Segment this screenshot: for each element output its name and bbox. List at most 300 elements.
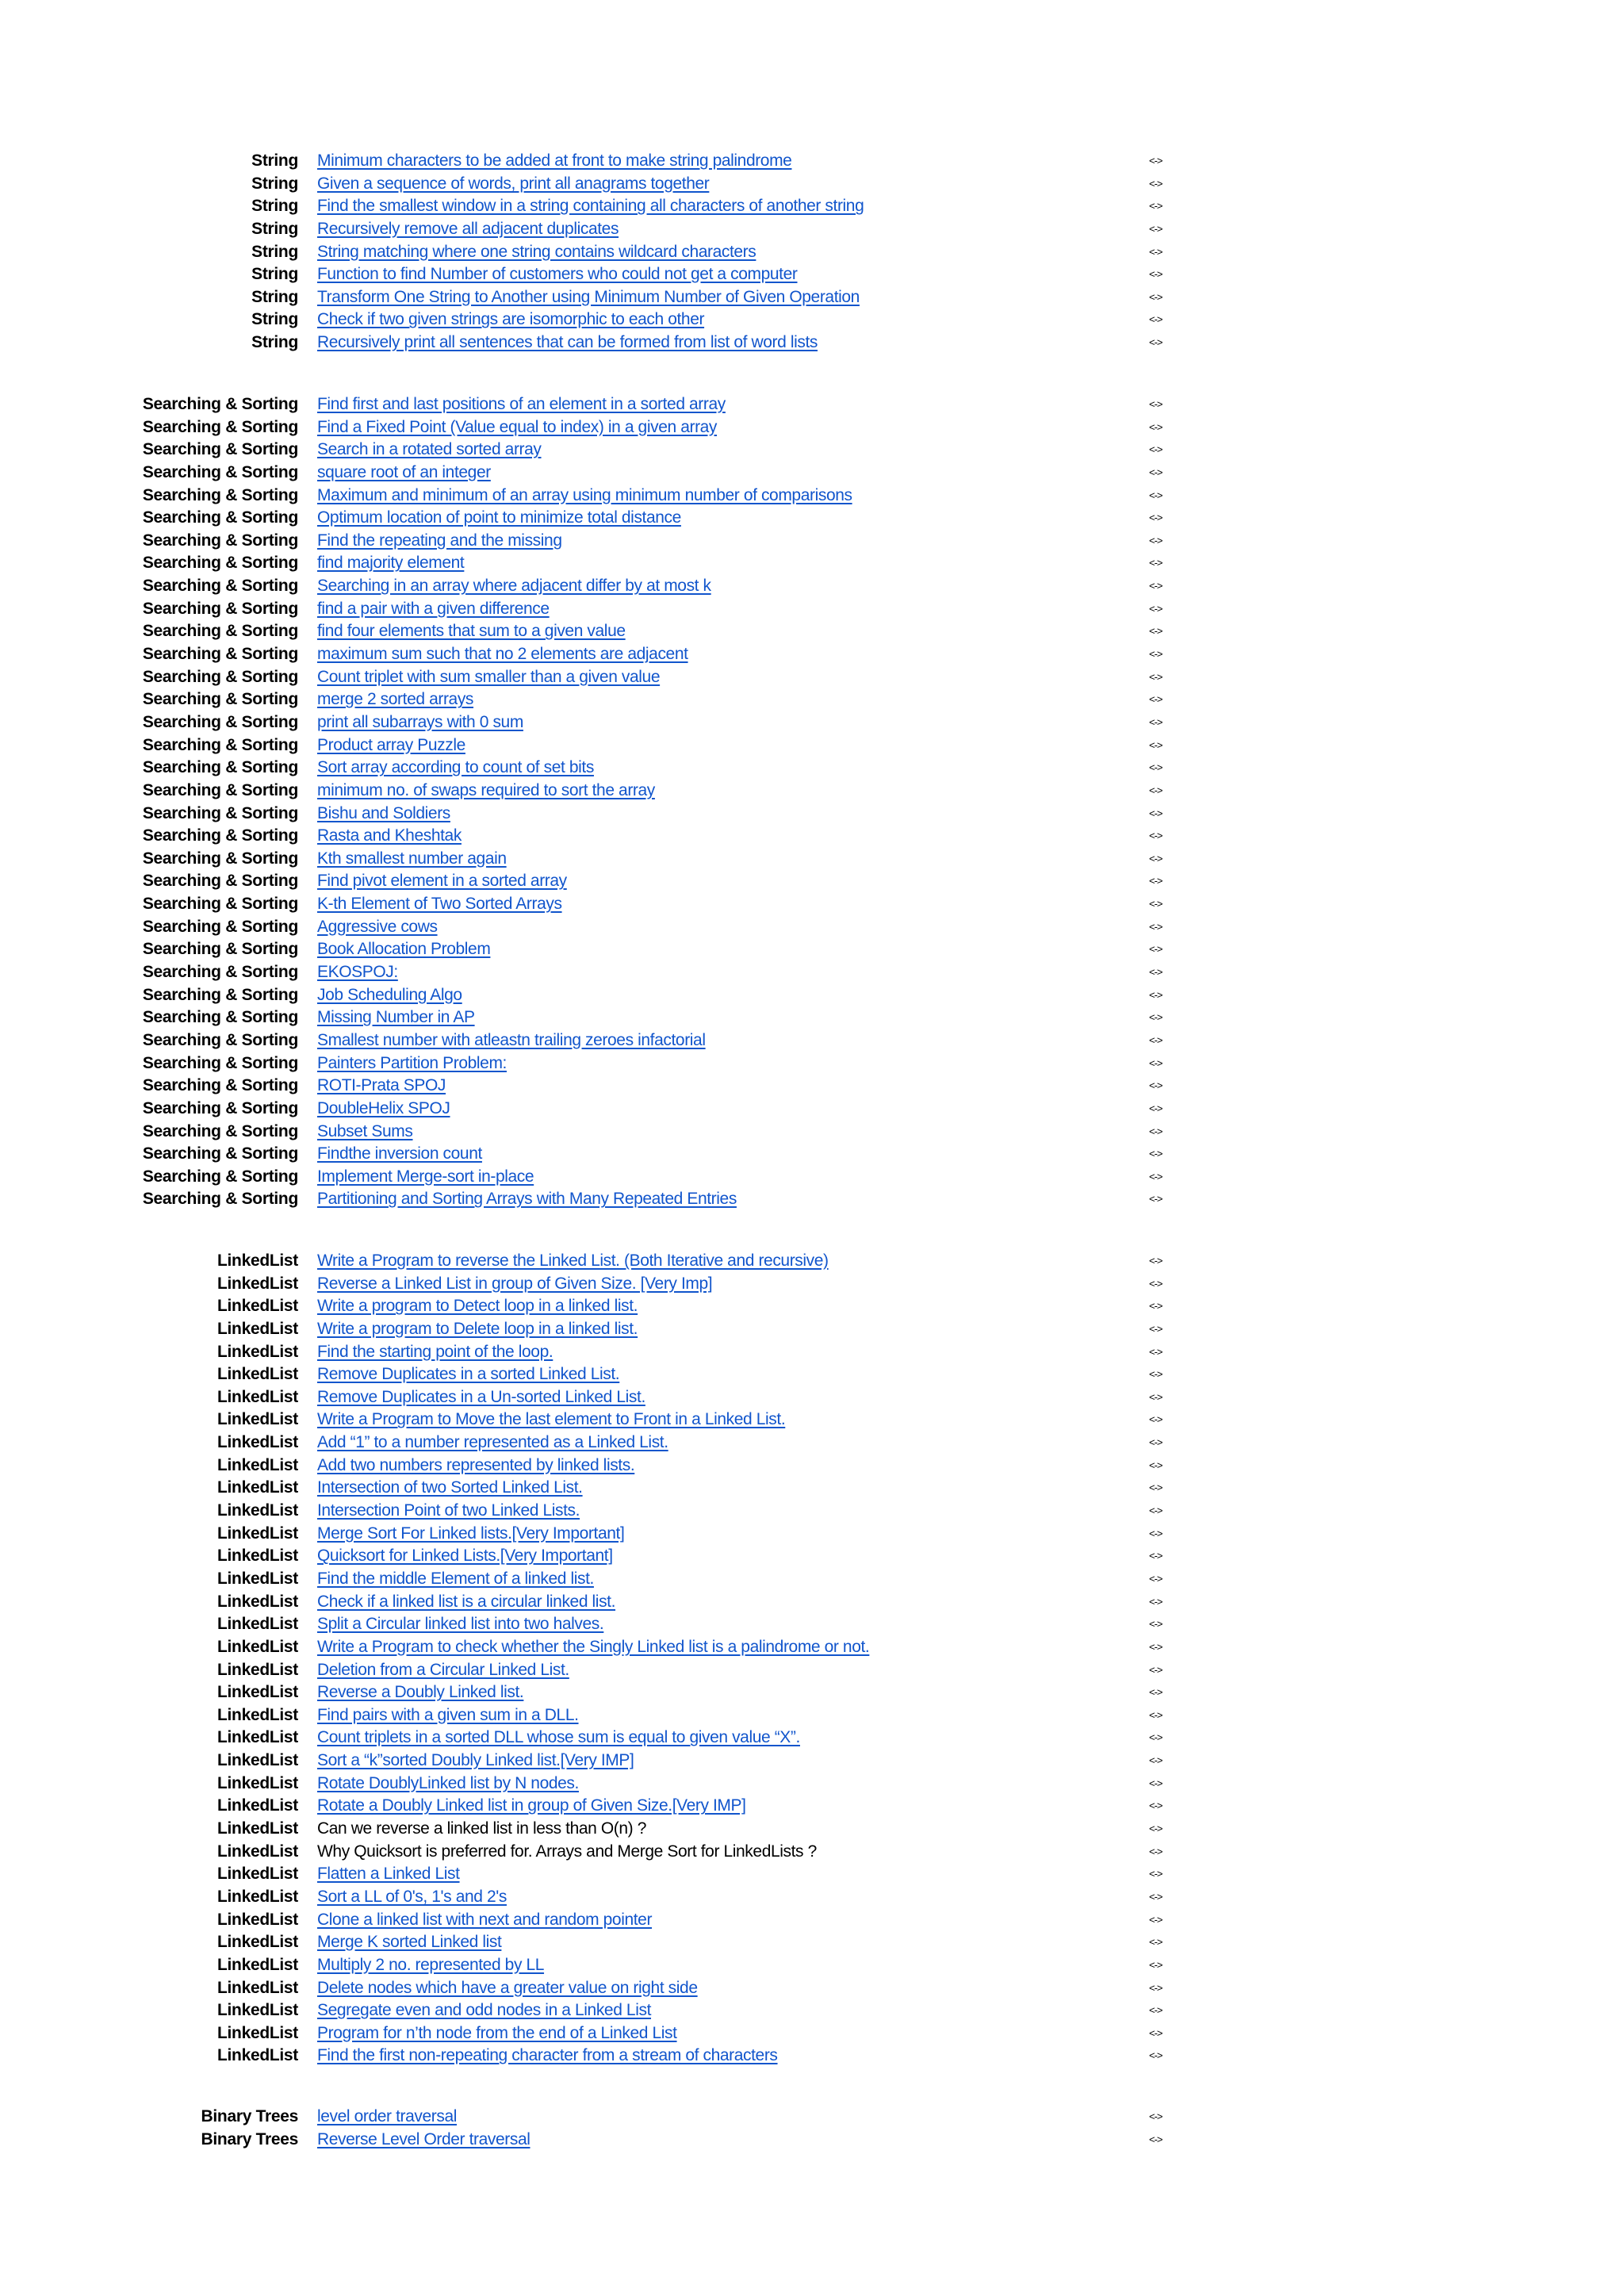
category-cell: LinkedList: [216, 1274, 298, 1293]
category-cell: Searching & Sorting: [142, 1121, 298, 1140]
marker-cell: <->: [1149, 1413, 1162, 1426]
table-row: [0, 1075, 1624, 1098]
category-cell: String: [251, 197, 298, 216]
table-row: [0, 2022, 1624, 2045]
table-row: [0, 1029, 1624, 1052]
category-cell: Searching & Sorting: [142, 531, 298, 550]
table-row: [0, 173, 1624, 196]
problem-link[interactable]: Given a sequence of words, print all anagrams together: [317, 174, 710, 193]
marker-cell: <->: [1149, 398, 1162, 410]
problem-link[interactable]: Split a Circular linked list into two halves.: [317, 1615, 604, 1634]
category-cell: String: [251, 265, 298, 284]
category-cell: Searching & Sorting: [142, 1190, 298, 1209]
marker-cell: <->: [1149, 1800, 1162, 1812]
table-row: [0, 1999, 1624, 2022]
table-row: [0, 870, 1624, 893]
problem-link[interactable]: Bishu and Soldiers: [317, 803, 450, 822]
problem-link[interactable]: Recursively remove all adjacent duplicates: [317, 219, 619, 238]
category-cell: LinkedList: [216, 1365, 298, 1384]
table-row: [0, 825, 1624, 848]
problem-link[interactable]: Find the repeating and the missing: [317, 531, 562, 550]
category-cell: Searching & Sorting: [142, 917, 298, 936]
marker-cell: <->: [1149, 1056, 1162, 1069]
table-row: [0, 1500, 1624, 1523]
problem-link[interactable]: print all subarrays with 0 sum: [317, 712, 523, 731]
marker-cell: <->: [1149, 693, 1162, 706]
problem-link[interactable]: Merge Sort For Linked lists.[Very Important]: [317, 1524, 625, 1543]
table-row: [0, 241, 1624, 264]
section-binary-trees: [0, 2106, 1624, 2151]
category-cell: Searching & Sorting: [142, 1008, 298, 1027]
category-cell: LinkedList: [216, 1887, 298, 1906]
category-cell: LinkedList: [216, 1705, 298, 1724]
problem-link[interactable]: Reverse Level Order traversal: [317, 2129, 530, 2148]
marker-cell: <->: [1149, 1079, 1162, 1092]
table-row: [0, 1931, 1624, 1954]
problem-link[interactable]: Rasta and Kheshtak: [317, 826, 462, 845]
marker-cell: <->: [1149, 177, 1162, 190]
marker-cell: <->: [1149, 1936, 1162, 1949]
marker-cell: <->: [1149, 1011, 1162, 1024]
table-row: [0, 1363, 1624, 1386]
marker-cell: <->: [1149, 1033, 1162, 1046]
category-cell: Searching & Sorting: [142, 667, 298, 686]
problem-link[interactable]: Multiply 2 no. represented by LL: [317, 1955, 545, 1974]
problem-link[interactable]: Add two numbers represented by linked lists.: [317, 1455, 635, 1474]
table-row: [0, 961, 1624, 984]
category-cell: LinkedList: [216, 1319, 298, 1338]
category-cell: LinkedList: [216, 1819, 298, 1838]
marker-cell: <->: [1149, 245, 1162, 258]
table-row: [0, 1773, 1624, 1796]
category-cell: LinkedList: [216, 1433, 298, 1452]
problem-link[interactable]: Intersection Point of two Linked Lists.: [317, 1501, 580, 1520]
problem-link[interactable]: Program for n’th node from the end of a Linked List: [317, 2023, 677, 2042]
table-row: [0, 416, 1624, 439]
category-cell: Searching & Sorting: [142, 622, 298, 641]
table-row: [0, 575, 1624, 598]
marker-cell: <->: [1149, 466, 1162, 478]
category-cell: LinkedList: [216, 1455, 298, 1474]
problem-link[interactable]: Find a Fixed Point (Value equal to index) in a given array: [317, 417, 718, 436]
section-searching-sorting: [0, 393, 1624, 1211]
marker-cell: <->: [1149, 489, 1162, 501]
marker-cell: <->: [1149, 670, 1162, 683]
table-row: [0, 1886, 1624, 1909]
category-cell: Searching & Sorting: [142, 645, 298, 664]
problem-link[interactable]: Implement Merge-sort in-place: [317, 1167, 534, 1186]
problem-link[interactable]: Intersection of two Sorted Linked List.: [317, 1478, 583, 1497]
category-cell: LinkedList: [216, 1978, 298, 1997]
table-row: [0, 1841, 1624, 1864]
category-cell: LinkedList: [216, 1501, 298, 1520]
category-cell: LinkedList: [216, 1683, 298, 1702]
marker-cell: <->: [1149, 1504, 1162, 1517]
category-cell: Binary Trees: [201, 2107, 298, 2125]
marker-cell: <->: [1149, 1102, 1162, 1114]
table-row: [0, 218, 1624, 241]
table-row: [0, 1386, 1624, 1409]
marker-cell: <->: [1149, 1125, 1162, 1137]
problem-link[interactable]: Optimum location of point to minimize total distance: [317, 508, 681, 527]
table-row: [0, 1909, 1624, 1932]
table-row: [0, 1295, 1624, 1318]
problem-link[interactable]: Count triplet with sum smaller than a given value: [317, 667, 661, 686]
table-row: [0, 439, 1624, 462]
marker-cell: <->: [1149, 1277, 1162, 1290]
table-row: [0, 620, 1624, 643]
problem-link[interactable]: Painters Partition Problem:: [317, 1053, 507, 1072]
category-cell: Searching & Sorting: [142, 940, 298, 959]
table-row: [0, 1052, 1624, 1075]
table-row: [0, 2045, 1624, 2068]
category-cell: Searching & Sorting: [142, 963, 298, 982]
table-row: [0, 485, 1624, 508]
problem-link[interactable]: DoubleHelix SPOJ: [317, 1098, 450, 1117]
table-row: [0, 780, 1624, 803]
problem-link[interactable]: Searching in an array where adjacent differ by at most k: [317, 577, 711, 596]
table-row: [0, 1613, 1624, 1636]
category-cell: LinkedList: [216, 2046, 298, 2065]
table-row: [0, 1591, 1624, 1614]
problem-link[interactable]: Find the starting point of the loop.: [317, 1342, 553, 1361]
marker-cell: <->: [1149, 1754, 1162, 1767]
marker-cell: <->: [1149, 966, 1162, 979]
table-row: [0, 598, 1624, 621]
table-row: [0, 462, 1624, 485]
category-cell: Searching & Sorting: [142, 758, 298, 777]
problem-link[interactable]: Merge K sorted Linked list: [317, 1933, 502, 1952]
table-row: [0, 1568, 1624, 1591]
table-row: [0, 1727, 1624, 1750]
table-row: [0, 263, 1624, 286]
category-cell: LinkedList: [216, 1387, 298, 1406]
problem-link[interactable]: maximum sum such that no 2 elements are adjacent: [317, 645, 688, 664]
marker-cell: <->: [1149, 313, 1162, 326]
problem-link[interactable]: Book Allocation Problem: [317, 940, 491, 959]
category-cell: Searching & Sorting: [142, 1053, 298, 1072]
table-row: [0, 893, 1624, 916]
problem-text: Can we reverse a linked list in less than O(n) ?: [317, 1819, 646, 1838]
category-cell: LinkedList: [216, 1592, 298, 1611]
category-cell: String: [251, 174, 298, 193]
marker-cell: <->: [1149, 1708, 1162, 1721]
table-row: [0, 688, 1624, 711]
table-row: [0, 1795, 1624, 1818]
problem-link[interactable]: Segregate even and odd nodes in a Linked List: [317, 2001, 652, 2020]
problem-link[interactable]: Write a Program to check whether the Singly Linked list is a palindrome or not.: [317, 1637, 870, 1656]
problem-link[interactable]: Remove Duplicates in a sorted Linked List.: [317, 1365, 620, 1384]
marker-cell: <->: [1149, 1958, 1162, 1971]
marker-cell: <->: [1149, 807, 1162, 819]
problem-link[interactable]: Job Scheduling Algo: [317, 985, 462, 1004]
marker-cell: <->: [1149, 443, 1162, 456]
problem-link[interactable]: Missing Number in AP: [317, 1008, 475, 1027]
table-row: [0, 757, 1624, 780]
problem-link[interactable]: Remove Duplicates in a Un-sorted Linked List.: [317, 1387, 645, 1406]
table-row: [0, 1977, 1624, 2000]
category-cell: Searching & Sorting: [142, 554, 298, 573]
table-row: [0, 286, 1624, 309]
table-row: [0, 1818, 1624, 1841]
table-row: [0, 1863, 1624, 1886]
table-row: [0, 711, 1624, 734]
problem-link[interactable]: find majority element: [317, 554, 465, 573]
section-linkedlist: [0, 1250, 1624, 2068]
marker-cell: <->: [1149, 336, 1162, 349]
table-row: [0, 734, 1624, 757]
problem-link[interactable]: Clone a linked list with next and random pointer: [317, 1910, 653, 1929]
marker-cell: <->: [1149, 1193, 1162, 1205]
problem-link[interactable]: Sort a LL of 0's, 1's and 2's: [317, 1887, 507, 1906]
marker-cell: <->: [1149, 852, 1162, 864]
problem-link[interactable]: Write a Program to Move the last element to Front in a Linked List.: [317, 1410, 786, 1429]
problem-link[interactable]: Kth smallest number again: [317, 849, 507, 868]
table-row: [0, 1659, 1624, 1682]
problem-link[interactable]: Find pivot element in a sorted array: [317, 872, 567, 891]
category-cell: Searching & Sorting: [142, 735, 298, 754]
table-row: [0, 150, 1624, 173]
problem-link[interactable]: Quicksort for Linked Lists.[Very Important]: [317, 1547, 613, 1566]
table-row: [0, 643, 1624, 666]
category-cell: Searching & Sorting: [142, 440, 298, 459]
problem-link[interactable]: minimum no. of swaps required to sort the array: [317, 780, 655, 799]
problem-link[interactable]: Sort array according to count of set bits: [317, 758, 594, 777]
category-cell: LinkedList: [216, 1773, 298, 1792]
problem-link[interactable]: find a pair with a given difference: [317, 599, 550, 618]
category-cell: LinkedList: [216, 1637, 298, 1656]
category-cell: String: [251, 310, 298, 329]
table-row: [0, 1318, 1624, 1341]
category-cell: LinkedList: [216, 1524, 298, 1543]
problem-link[interactable]: Find the first non-repeating character from a stream of characters: [317, 2046, 778, 2065]
marker-cell: <->: [1149, 648, 1162, 661]
problem-link[interactable]: find four elements that sum to a given value: [317, 622, 626, 641]
category-cell: Searching & Sorting: [142, 577, 298, 596]
category-cell: Searching & Sorting: [142, 712, 298, 731]
problem-link[interactable]: Write a program to Detect loop in a linked list.: [317, 1297, 638, 1316]
category-cell: Searching & Sorting: [142, 1167, 298, 1186]
marker-cell: <->: [1149, 1458, 1162, 1471]
problem-link[interactable]: Flatten a Linked List: [317, 1865, 460, 1884]
category-cell: Searching & Sorting: [142, 599, 298, 618]
problem-link[interactable]: String matching where one string contains wildcard characters: [317, 242, 756, 261]
table-row: [0, 1523, 1624, 1546]
marker-cell: <->: [1149, 1368, 1162, 1381]
marker-cell: <->: [1149, 1322, 1162, 1335]
problem-text: Why Quicksort is preferred for. Arrays and Merge Sort for LinkedLists ?: [317, 1842, 817, 1861]
problem-link[interactable]: Deletion from a Circular Linked List.: [317, 1660, 569, 1679]
category-cell: LinkedList: [216, 1910, 298, 1929]
problem-link[interactable]: square root of an integer: [317, 462, 491, 481]
marker-cell: <->: [1149, 580, 1162, 592]
problem-link[interactable]: Minimum characters to be added at front to make string palindrome: [317, 151, 792, 170]
problem-link[interactable]: Find the smallest window in a string containing all characters of another string: [317, 197, 864, 216]
problem-link[interactable]: ROTI-Prata SPOJ: [317, 1076, 446, 1095]
category-cell: Searching & Sorting: [142, 417, 298, 436]
table-row: [0, 1273, 1624, 1296]
problem-link[interactable]: Search in a rotated sorted array: [317, 440, 542, 459]
marker-cell: <->: [1149, 1300, 1162, 1313]
marker-cell: <->: [1149, 602, 1162, 615]
table-row: [0, 1954, 1624, 1977]
category-cell: LinkedList: [216, 1251, 298, 1270]
problem-link[interactable]: Check if a linked list is a circular linked list.: [317, 1592, 616, 1611]
problem-link[interactable]: Write a Program to reverse the Linked List. (Both Iterative and recursive): [317, 1251, 829, 1270]
problem-link[interactable]: Recursively print all sentences that can be formed from list of word lists: [317, 333, 818, 352]
category-cell: Searching & Sorting: [142, 1098, 298, 1117]
category-cell: Searching & Sorting: [142, 803, 298, 822]
marker-cell: <->: [1149, 1981, 1162, 1994]
problem-link[interactable]: Count triplets in a sorted DLL whose sum is equal to given value “X”.: [317, 1728, 800, 1747]
table-row: [0, 1455, 1624, 1478]
problem-link[interactable]: merge 2 sorted arrays: [317, 690, 474, 709]
problem-link[interactable]: EKOSPOJ:: [317, 963, 398, 982]
marker-cell: <->: [1149, 784, 1162, 796]
problem-link[interactable]: Add “1” to a number represented as a Linked List.: [317, 1433, 668, 1452]
problem-link[interactable]: K-th Element of Two Sorted Arrays: [317, 895, 562, 914]
category-cell: Searching & Sorting: [142, 895, 298, 914]
marker-cell: <->: [1149, 1868, 1162, 1880]
category-cell: LinkedList: [216, 1615, 298, 1634]
marker-cell: <->: [1149, 2026, 1162, 2039]
category-cell: LinkedList: [216, 2023, 298, 2042]
marker-cell: <->: [1149, 830, 1162, 842]
category-cell: LinkedList: [216, 1796, 298, 1815]
category-cell: Searching & Sorting: [142, 462, 298, 481]
category-cell: Binary Trees: [201, 2129, 298, 2148]
problem-link[interactable]: Product array Puzzle: [317, 735, 465, 754]
marker-cell: <->: [1149, 534, 1162, 546]
marker-cell: <->: [1149, 1390, 1162, 1403]
marker-cell: <->: [1149, 268, 1162, 281]
category-cell: Searching & Sorting: [142, 395, 298, 413]
table-row: [0, 938, 1624, 961]
category-cell: LinkedList: [216, 2001, 298, 2020]
category-cell: LinkedList: [216, 1478, 298, 1497]
marker-cell: <->: [1149, 1731, 1162, 1744]
marker-cell: <->: [1149, 1481, 1162, 1494]
category-cell: String: [251, 219, 298, 238]
category-cell: Searching & Sorting: [142, 1144, 298, 1163]
table-row: [0, 530, 1624, 553]
category-cell: LinkedList: [216, 1660, 298, 1679]
problem-link[interactable]: Find the middle Element of a linked list.: [317, 1569, 594, 1588]
category-cell: String: [251, 287, 298, 306]
marker-cell: <->: [1149, 1170, 1162, 1182]
table-row: [0, 1341, 1624, 1364]
marker-cell: <->: [1149, 512, 1162, 524]
marker-cell: <->: [1149, 200, 1162, 213]
problem-link[interactable]: Sort a “k”sorted Doubly Linked list.[Very IMP]: [317, 1751, 634, 1770]
marker-cell: <->: [1149, 875, 1162, 887]
problem-link[interactable]: Find pairs with a given sum in a DLL.: [317, 1705, 579, 1724]
table-row: [0, 666, 1624, 689]
table-row: [0, 848, 1624, 871]
marker-cell: <->: [1149, 1823, 1162, 1835]
problem-link[interactable]: Subset Sums: [317, 1121, 413, 1140]
marker-cell: <->: [1149, 1913, 1162, 1926]
marker-cell: <->: [1149, 920, 1162, 933]
section-string: [0, 150, 1624, 355]
marker-cell: <->: [1149, 1640, 1162, 1653]
problem-link[interactable]: Maximum and minimum of an array using minimum number of comparisons: [317, 485, 852, 504]
category-cell: LinkedList: [216, 1842, 298, 1861]
problem-link[interactable]: Write a program to Delete loop in a linked list.: [317, 1319, 638, 1338]
problem-link[interactable]: Rotate a Doubly Linked list in group of Given Size.[Very IMP]: [317, 1796, 746, 1815]
table-row: [0, 1704, 1624, 1727]
category-cell: LinkedList: [216, 1297, 298, 1316]
marker-cell: <->: [1149, 1550, 1162, 1562]
category-cell: Searching & Sorting: [142, 872, 298, 891]
marker-cell: <->: [1149, 2133, 1162, 2145]
marker-cell: <->: [1149, 2049, 1162, 2062]
problem-link[interactable]: Aggressive cows: [317, 917, 438, 936]
problem-link[interactable]: Check if two given strings are isomorphic to each other: [317, 310, 705, 329]
table-row: [0, 1750, 1624, 1773]
table-row: [0, 507, 1624, 530]
marker-cell: <->: [1149, 290, 1162, 303]
marker-cell: <->: [1149, 1845, 1162, 1857]
table-row: [0, 1006, 1624, 1029]
problem-link[interactable]: Function to find Number of customers who could not get a computer: [317, 265, 798, 284]
problem-link[interactable]: Transform One String to Another using Minimum Number of Given Operation: [317, 287, 860, 306]
marker-cell: <->: [1149, 738, 1162, 751]
problem-link[interactable]: Reverse a Linked List in group of Given Size. [Very Imp]: [317, 1274, 713, 1293]
problem-link[interactable]: Smallest number with atleastn trailing zeroes infactorial: [317, 1030, 706, 1049]
category-cell: Searching & Sorting: [142, 690, 298, 709]
marker-cell: <->: [1149, 1255, 1162, 1267]
table-row: [0, 1098, 1624, 1121]
table-row: [0, 332, 1624, 355]
marker-cell: <->: [1149, 420, 1162, 433]
category-cell: LinkedList: [216, 1342, 298, 1361]
category-cell: Searching & Sorting: [142, 1076, 298, 1095]
problem-link[interactable]: Reverse a Doubly Linked list.: [317, 1683, 524, 1702]
marker-cell: <->: [1149, 1686, 1162, 1699]
table-row: [0, 1409, 1624, 1432]
marker-cell: <->: [1149, 715, 1162, 728]
category-cell: LinkedList: [216, 1865, 298, 1884]
marker-cell: <->: [1149, 1436, 1162, 1449]
category-cell: Searching & Sorting: [142, 826, 298, 845]
category-cell: LinkedList: [216, 1410, 298, 1429]
table-row: [0, 1250, 1624, 1273]
problem-link[interactable]: level order traversal: [317, 2107, 458, 2125]
marker-cell: <->: [1149, 1527, 1162, 1539]
marker-cell: <->: [1149, 557, 1162, 569]
problem-link[interactable]: Findthe inversion count: [317, 1144, 482, 1163]
table-row: [0, 1432, 1624, 1455]
problem-link[interactable]: Partitioning and Sorting Arrays with Many Repeated Entries: [317, 1190, 737, 1209]
problem-link[interactable]: Delete nodes which have a greater value on right side: [317, 1978, 698, 1997]
marker-cell: <->: [1149, 1890, 1162, 1903]
category-cell: String: [251, 242, 298, 261]
table-row: [0, 552, 1624, 575]
category-cell: Searching & Sorting: [142, 485, 298, 504]
table-row: [0, 309, 1624, 332]
category-cell: Searching & Sorting: [142, 1030, 298, 1049]
problem-link[interactable]: Find first and last positions of an element in a sorted array: [317, 395, 726, 413]
table-row: [0, 1681, 1624, 1704]
marker-cell: <->: [1149, 1148, 1162, 1160]
marker-cell: <->: [1149, 155, 1162, 167]
problem-link[interactable]: Rotate DoublyLinked list by N nodes.: [317, 1773, 579, 1792]
category-cell: Searching & Sorting: [142, 849, 298, 868]
table-row: [0, 195, 1624, 218]
table-row: [0, 984, 1624, 1007]
category-cell: LinkedList: [216, 1955, 298, 1974]
